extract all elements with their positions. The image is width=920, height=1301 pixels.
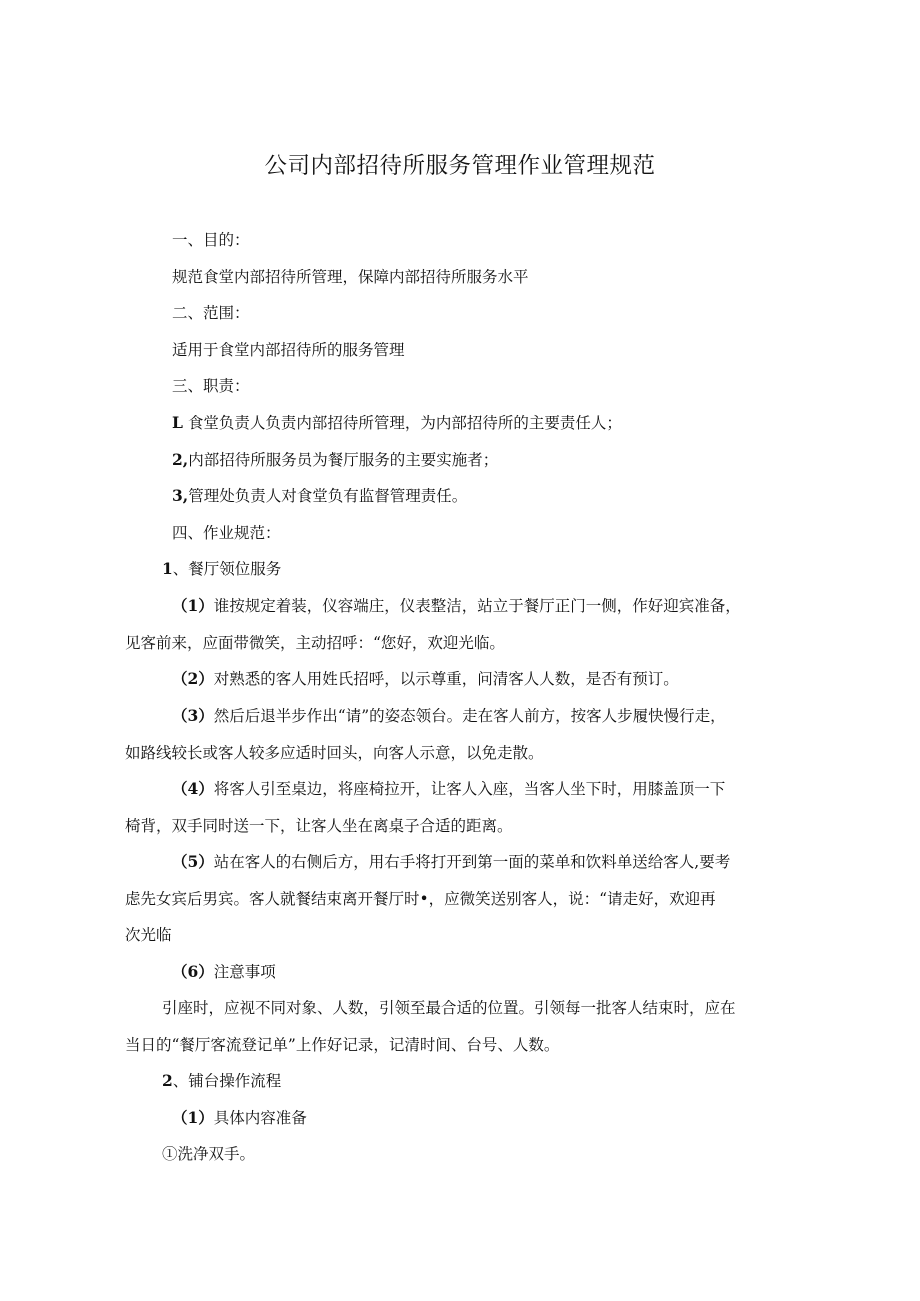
item-5-number: （5） <box>172 852 214 871</box>
subsection-2-number: 2 <box>162 1071 173 1090</box>
subsection-1-text: 、餐厅领位服务 <box>172 560 282 578</box>
document-title: 公司内部招待所服务管理作业管理规范 <box>264 153 656 179</box>
item-1-text-1: 谁按规定着装，仪容端庄，仪表整洁，站立于餐厅正门一侧，作好迎宾准备， <box>213 597 741 615</box>
subsection-2-text: 、铺台操作流程 <box>172 1072 282 1090</box>
note-line-1: 引座时，应视不同对象、人数，引领至最合适的位置。引领每一批客人结束时，应在 <box>162 999 736 1017</box>
section-4-heading: 四、作业规范： <box>172 524 281 542</box>
section-1-text: 规范食堂内部招待所管理，保障内部招待所服务水平 <box>172 268 529 286</box>
item-3-number: （3） <box>172 706 214 725</box>
item-6-number: （6） <box>172 962 214 981</box>
item-5-line-2: 虑先女宾后男宾。客人就餐结束离开餐厅时•，应微笑送别客人，说：“请走好，欢迎再 <box>125 890 716 908</box>
item-4-line-1 <box>172 778 725 800</box>
item-3-text-1: 然后后退半步作出“请”的姿态领台。走在客人前方，按客人步履快慢行走， <box>213 707 726 725</box>
section-2-text: 适用于食堂内部招待所的服务管理 <box>172 341 405 359</box>
duty-1-text: 食堂负责人负责内部招待所管理，为内部招待所的主要责任人； <box>187 414 622 432</box>
item-5-text-1: 站在客人的右侧后方，用右手将打开到第一面的菜单和饮料单送给客人,要考 <box>213 853 731 871</box>
subsection-2-item-1 <box>172 1107 307 1129</box>
item-1-line-1 <box>172 595 741 617</box>
item-6-text: 注意事项 <box>213 963 276 981</box>
step-1-text: ①洗净双手。 <box>162 1145 256 1163</box>
item-6-line-1 <box>172 961 276 983</box>
duty-item-2 <box>172 449 498 471</box>
subsection-2-item-1-text: 具体内容准备 <box>213 1109 307 1127</box>
item-2-number: （2） <box>172 669 214 688</box>
subsection-2-heading <box>162 1070 281 1092</box>
item-2-line-1 <box>172 668 679 690</box>
section-1-heading: 一、目的： <box>172 231 250 249</box>
duty-item-1 <box>172 412 622 434</box>
note-line-2: 当日的“餐厅客流登记单”上作好记录，记清时间、台号、人数。 <box>125 1036 560 1054</box>
duty-1-number: L <box>172 413 183 432</box>
item-3-line-1 <box>172 705 726 727</box>
subsection-2-item-1-number: （1） <box>172 1108 214 1127</box>
duty-item-3 <box>172 485 467 507</box>
item-4-line-2: 椅背，双手同时送一下，让客人坐在离桌子合适的距离。 <box>125 817 513 835</box>
item-1-line-2: 见客前来，应面带微笑，主动招呼：“您好，欢迎光临。 <box>125 634 505 652</box>
item-5-line-3: 次光临 <box>125 926 172 944</box>
subsection-1-heading <box>162 558 281 580</box>
duty-2-text: 内部招待所服务员为餐厅服务的主要实施者； <box>188 451 499 469</box>
duty-3-number: 3, <box>172 486 189 505</box>
subsection-1-number: 1 <box>162 559 173 578</box>
item-3-line-2: 如路线较长或客人较多应适时回头，向客人示意，以免走散。 <box>125 744 544 762</box>
duty-2-number: 2, <box>172 450 189 469</box>
item-4-text-1: 将客人引至桌边，将座椅拉开，让客人入座，当客人坐下时，用膝盖顶一下 <box>213 780 726 798</box>
section-2-heading: 二、范围： <box>172 304 250 322</box>
item-5-line-1 <box>172 851 730 873</box>
section-3-heading: 三、职责： <box>172 377 250 395</box>
item-1-number: （1） <box>172 596 214 615</box>
item-2-text-1: 对熟悉的客人用姓氏招呼，以示尊重，问清客人人数，是否有预订。 <box>213 670 679 688</box>
item-4-number: （4） <box>172 779 214 798</box>
duty-3-text: 管理处负责人对食堂负有监督管理责任。 <box>188 487 468 505</box>
